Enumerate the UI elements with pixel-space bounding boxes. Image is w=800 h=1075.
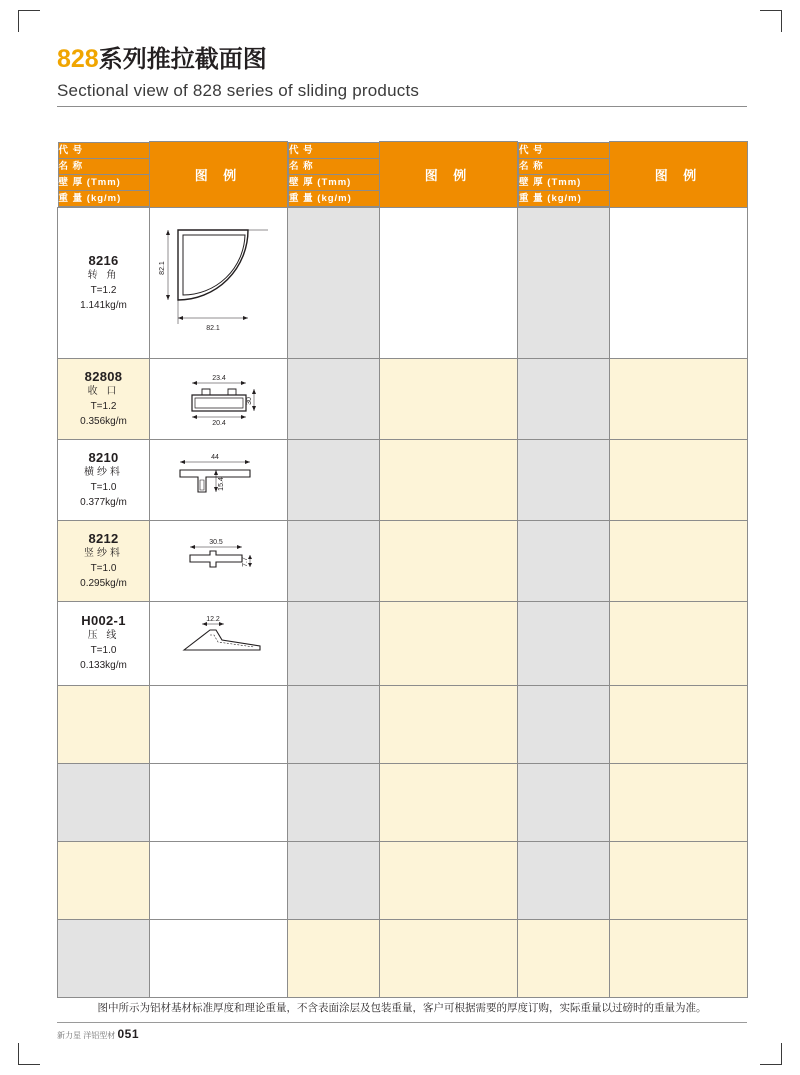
row-figure-8216 bbox=[150, 207, 288, 358]
empty-figure-cell bbox=[610, 207, 748, 358]
table-row bbox=[58, 841, 748, 919]
dim-right: 15.4 bbox=[218, 476, 225, 491]
row-weight: 0.377kg/m bbox=[80, 496, 127, 508]
empty-figure-cell bbox=[380, 763, 518, 841]
dim-right: 30 bbox=[246, 396, 253, 405]
row-name: 横纱料 bbox=[84, 466, 123, 478]
empty-info-cell bbox=[58, 685, 150, 763]
row-info-8216 bbox=[58, 207, 150, 358]
empty-figure-cell bbox=[380, 358, 518, 439]
footer-note: 图中所示为铝材基材标准厚度和理论重量，不含表面涂层及包装重量，客户可根据需要的厚度订购，实际重量以过磅时的重量为准。 bbox=[97, 1002, 707, 1014]
empty-info-cell bbox=[288, 207, 380, 358]
vertical-screen-rail-drawing bbox=[150, 521, 288, 596]
empty-info-cell bbox=[288, 685, 380, 763]
row-info-8212 bbox=[58, 520, 150, 601]
empty-info-cell bbox=[288, 439, 380, 520]
row-thickness: T=1.0 bbox=[90, 645, 117, 656]
footer-brand: 新力星 洋铝型材 bbox=[57, 1031, 116, 1040]
table-row bbox=[58, 520, 748, 601]
empty-info-cell bbox=[518, 520, 610, 601]
empty-figure-cell bbox=[610, 358, 748, 439]
empty-figure-cell bbox=[150, 763, 288, 841]
table-row bbox=[58, 685, 748, 763]
dim-vertical: 82.1 bbox=[159, 260, 166, 275]
grid bbox=[57, 141, 748, 998]
empty-info-cell bbox=[518, 207, 610, 358]
empty-info-cell bbox=[518, 919, 610, 997]
row-figure-82808 bbox=[150, 358, 288, 439]
row-thickness: T=1.2 bbox=[90, 284, 117, 296]
empty-info-cell bbox=[58, 841, 150, 919]
row-weight: 0.356kg/m bbox=[80, 415, 127, 427]
table-row bbox=[58, 358, 748, 439]
empty-figure-cell bbox=[380, 919, 518, 997]
page-number: 051 bbox=[117, 1027, 139, 1041]
dim-top: 44 bbox=[211, 453, 219, 461]
empty-info-cell bbox=[288, 841, 380, 919]
title-english: Sectional view of 828 series of sliding products bbox=[57, 81, 420, 100]
footer-divider bbox=[57, 1022, 747, 1023]
row-weight: 0.133kg/m bbox=[80, 660, 127, 671]
header-code-1: 代 号 bbox=[58, 142, 151, 158]
empty-figure-cell bbox=[150, 919, 288, 997]
crop-mark-top-left bbox=[18, 10, 40, 32]
footer bbox=[57, 1027, 747, 1041]
header-figure-1: 图 例 bbox=[150, 142, 288, 208]
crop-mark-bottom-left bbox=[18, 1043, 40, 1065]
empty-info-cell bbox=[58, 763, 150, 841]
row-weight: 1.141kg/m bbox=[80, 299, 127, 311]
empty-figure-cell bbox=[150, 841, 288, 919]
header-thickness-1: 壁 厚 (Tmm) bbox=[58, 174, 151, 190]
header-labels-group-3 bbox=[518, 142, 610, 208]
empty-info-cell bbox=[288, 763, 380, 841]
dim-bottom: 20.4 bbox=[212, 419, 226, 427]
empty-figure-cell bbox=[380, 841, 518, 919]
header-thickness-2: 壁 厚 (Tmm) bbox=[289, 174, 382, 190]
empty-info-cell bbox=[518, 685, 610, 763]
row-thickness: T=1.0 bbox=[90, 562, 117, 574]
dim-horizontal: 82.1 bbox=[206, 324, 220, 332]
dim-top: 30.5 bbox=[209, 538, 223, 546]
header-name-2: 名 称 bbox=[289, 158, 382, 174]
row-info-8210 bbox=[58, 439, 150, 520]
empty-info-cell bbox=[518, 763, 610, 841]
dim-right: 7.7 bbox=[242, 556, 249, 567]
header-code-3: 代 号 bbox=[519, 142, 612, 158]
row-info-82808 bbox=[58, 358, 150, 439]
empty-info-cell bbox=[58, 919, 150, 997]
header-weight-3: 重 量 (kg/m) bbox=[519, 190, 612, 206]
row-code: 8212 bbox=[88, 530, 119, 546]
row-code: 8216 bbox=[88, 252, 119, 268]
header-figure-2: 图 例 bbox=[380, 142, 518, 208]
empty-info-cell bbox=[288, 919, 380, 997]
row-name: 压 线 bbox=[87, 630, 120, 641]
row-code: H002-1 bbox=[81, 613, 126, 628]
header-labels-group-2 bbox=[288, 142, 380, 208]
empty-info-cell bbox=[518, 601, 610, 685]
title-chinese bbox=[57, 44, 747, 75]
empty-figure-cell bbox=[610, 685, 748, 763]
table-row bbox=[58, 919, 748, 997]
closing-section-drawing bbox=[150, 359, 288, 434]
crop-mark-top-right bbox=[760, 10, 782, 32]
table-row bbox=[58, 439, 748, 520]
empty-figure-cell bbox=[380, 207, 518, 358]
row-figure-h002-1 bbox=[150, 601, 288, 685]
row-figure-8210 bbox=[150, 439, 288, 520]
empty-info-cell bbox=[518, 358, 610, 439]
header-code-2: 代 号 bbox=[289, 142, 382, 158]
row-weight: 0.295kg/m bbox=[80, 577, 127, 589]
corner-arc-drawing bbox=[150, 208, 288, 353]
empty-figure-cell bbox=[380, 520, 518, 601]
row-code: 82808 bbox=[84, 368, 123, 384]
horizontal-screen-rail-drawing bbox=[150, 440, 288, 515]
dim-top: 23.4 bbox=[212, 374, 226, 382]
empty-info-cell bbox=[288, 520, 380, 601]
row-code: 8210 bbox=[88, 449, 119, 465]
row-name: 竖纱料 bbox=[84, 547, 123, 559]
dim-top: 12.2 bbox=[206, 615, 220, 623]
title-chinese-rest: 系列推拉截面图 bbox=[98, 46, 267, 73]
table-row bbox=[58, 207, 748, 358]
table-row bbox=[58, 763, 748, 841]
sections-table bbox=[57, 141, 747, 998]
row-info-h002-1 bbox=[58, 601, 150, 685]
empty-figure-cell bbox=[610, 520, 748, 601]
empty-info-cell bbox=[288, 601, 380, 685]
glazing-bead-drawing bbox=[150, 602, 288, 680]
header-thickness-3: 壁 厚 (Tmm) bbox=[519, 174, 612, 190]
empty-figure-cell bbox=[610, 763, 748, 841]
empty-figure-cell bbox=[380, 685, 518, 763]
title-divider bbox=[57, 106, 747, 107]
header-name-3: 名 称 bbox=[519, 158, 612, 174]
row-figure-8212 bbox=[150, 520, 288, 601]
empty-figure-cell bbox=[380, 439, 518, 520]
empty-info-cell bbox=[518, 841, 610, 919]
empty-figure-cell bbox=[150, 685, 288, 763]
header-name-1: 名 称 bbox=[58, 158, 151, 174]
title-series-number: 828 bbox=[57, 45, 99, 73]
row-thickness: T=1.0 bbox=[90, 481, 117, 493]
empty-figure-cell bbox=[610, 919, 748, 997]
header-figure-3: 图 例 bbox=[610, 142, 748, 208]
empty-figure-cell bbox=[610, 841, 748, 919]
empty-figure-cell bbox=[610, 601, 748, 685]
row-name: 收 口 bbox=[87, 385, 120, 397]
header-weight-1: 重 量 (kg/m) bbox=[58, 190, 151, 206]
row-name: 转 角 bbox=[87, 269, 120, 281]
header-weight-2: 重 量 (kg/m) bbox=[289, 190, 382, 206]
header-labels-group-1 bbox=[58, 142, 150, 208]
empty-info-cell bbox=[288, 358, 380, 439]
empty-info-cell bbox=[518, 439, 610, 520]
empty-figure-cell bbox=[380, 601, 518, 685]
table-header-row bbox=[58, 142, 748, 208]
table-row bbox=[58, 601, 748, 685]
crop-mark-bottom-right bbox=[760, 1043, 782, 1065]
row-thickness: T=1.2 bbox=[90, 400, 117, 412]
page-title bbox=[57, 44, 747, 101]
empty-figure-cell bbox=[610, 439, 748, 520]
